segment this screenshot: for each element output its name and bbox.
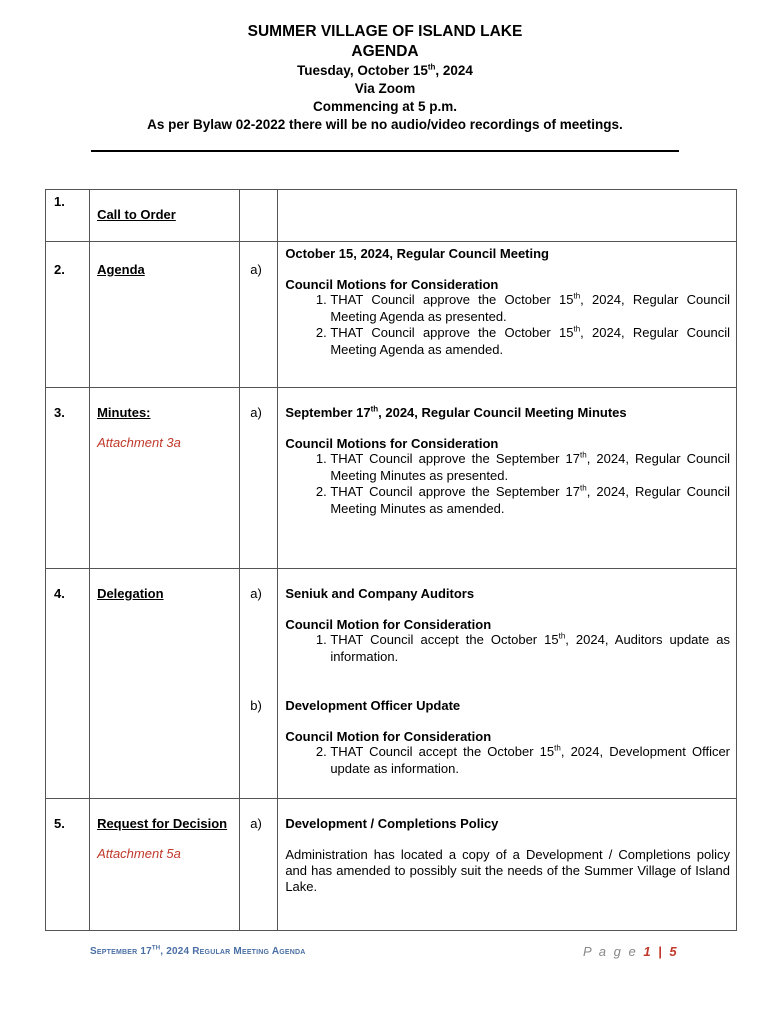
footer-date: September 17 [90,946,152,957]
item-number: 3. [54,405,65,420]
footer-title-text: , 2024 Regular Meeting Agenda [160,946,306,957]
header-divider [91,150,679,152]
motions-label: Council Motion for Consideration [285,617,492,632]
document-header [0,22,770,134]
sub-item-label: a) [250,405,262,420]
agenda-row-1 [46,190,737,242]
item-number: 5. [54,816,65,831]
motion-text: THAT Council approve the September 17 [330,451,581,466]
item-number: 1. [54,194,65,209]
item-title: Agenda [97,262,145,277]
attachment-label: Attachment 5a [97,846,181,861]
motion-text: THAT Council accept the October 15 [330,632,559,647]
sub-item-heading [285,405,730,420]
motion-sup: th [580,483,587,493]
sub-item-label: a) [250,816,262,831]
motion-text-end: , 2024, Regular Council Meeting Agenda as amended. [330,325,730,357]
agenda-row-2 [46,242,737,388]
footer-date-sup: th [151,942,161,952]
motion-sup: th [573,291,581,301]
motion-text-end: , 2024, Regular Council Meeting Minutes as presented. [330,451,731,483]
motion-item [330,744,730,777]
motions-label: Council Motions for Consideration [285,436,499,451]
page-label: P a g e [583,944,638,959]
attachment-label: Attachment 3a [97,435,181,450]
heading-text-end: , 2024, Regular Council Meeting Minutes [378,405,627,420]
motion-text: THAT Council approve the September 17 [330,484,581,499]
item-title: Minutes: [97,405,151,420]
meeting-time: Commencing at 5 p.m. [312,99,458,114]
motion-item [330,484,730,517]
sub-item-heading: Development / Completions Policy [285,816,499,831]
motion-sup: th [580,450,587,460]
meeting-date-sup: th [427,62,436,72]
sub-item-heading: Development Officer Update [285,698,461,713]
agenda-row-5 [46,799,737,931]
sub-item-label: a) [250,262,262,277]
motion-text-end: , 2024, Development Officer update as information. [330,744,731,776]
sub-item-heading: October 15, 2024, Regular Council Meeting [285,246,549,261]
meeting-date [0,62,770,80]
doc-type: AGENDA [351,43,419,60]
motion-text-end: , 2024, Regular Council Meeting Agenda as presented. [330,292,730,324]
motions-label: Council Motion for Consideration [285,729,492,744]
motion-sup: th [554,743,561,753]
item-number: 4. [54,586,65,601]
meeting-venue: Via Zoom [354,81,416,96]
motion-item [330,292,730,325]
motion-list [285,744,730,777]
footer-meeting-title [90,942,306,957]
motion-text-end: , 2024, Auditors update as information. [330,632,731,664]
motion-sup: th [558,631,566,641]
meeting-date-text: Tuesday, October 15 [297,63,428,78]
sub-item-label-b: b) [250,698,262,713]
item-title: Call to Order [97,207,176,222]
item-title: Request for Decision [97,816,228,831]
footer-page-indicator [583,944,679,959]
recording-notice: As per Bylaw 02-2022 there will be no audio/video recordings of meetings. [147,117,623,132]
item-title: Delegation [97,586,164,601]
agenda-row-3 [46,388,737,569]
sub-item-heading: Seniuk and Company Auditors [285,586,475,601]
motion-text: THAT Council approve the October 15 [330,292,574,307]
motion-list [285,292,730,358]
motion-list [285,632,730,665]
motion-sup: th [573,324,581,334]
motion-text-end: , 2024, Regular Council Meeting Minutes as amended. [330,484,731,516]
heading-sup: th [370,404,379,414]
motion-list [285,451,730,517]
sub-item-description: Administration has located a copy of a Development / Completions policy and has amended to possibly suit the needs of the Summer Village of Island Lake. [285,847,730,894]
heading-text: September 17 [285,405,371,420]
motion-text: THAT Council approve the October 15 [330,325,574,340]
motion-text: THAT Council accept the October 15 [330,744,555,759]
motion-item [330,451,730,484]
meeting-date-year: , 2024 [435,63,473,78]
sub-item-label-a: a) [250,586,262,601]
org-name: SUMMER VILLAGE OF ISLAND LAKE [247,23,523,40]
item-number: 2. [54,262,65,277]
motions-label: Council Motions for Consideration [285,277,499,292]
agenda-row-4 [46,569,737,799]
page-number: 1 | 5 [643,944,679,959]
motion-item [330,325,730,358]
agenda-table [45,189,737,931]
motion-item [330,632,730,665]
